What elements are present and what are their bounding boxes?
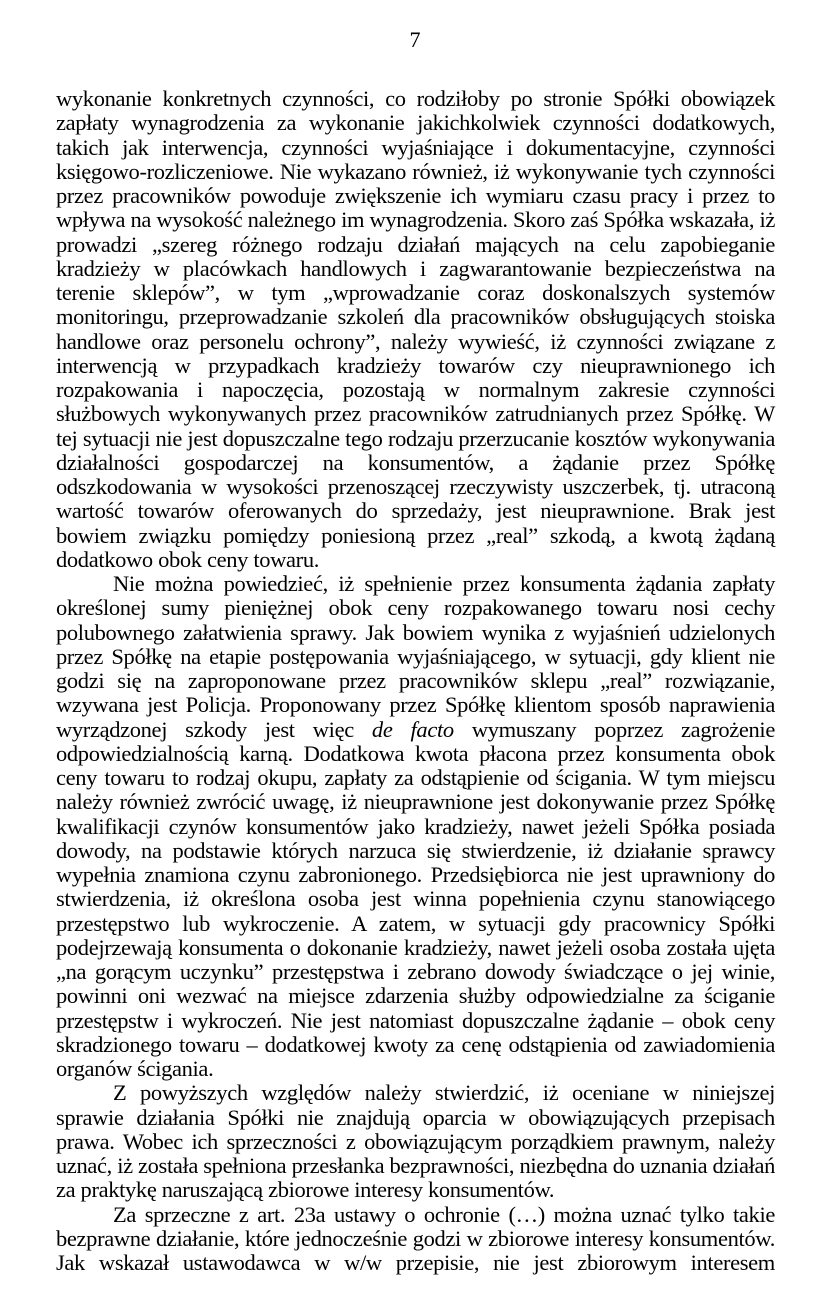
text-line: wykonanie konkretnych czynności, co rodziłoby po stronie Spółki obowiązek bbox=[56, 86, 776, 111]
text-line: interwencją w przypadkach kradzieży towarów czy nieuprawnionego ich bbox=[56, 352, 776, 378]
text-line: godzi się na zaproponowane przez pracowników sklepu „real” rozwiązanie, bbox=[56, 668, 776, 693]
paragraph bbox=[56, 87, 775, 572]
text-line: dowody, na podstawie których narzuca się stwierdzenie, iż działanie sprawcy bbox=[56, 837, 776, 863]
text-line: monitoringu, przeprowadzanie szkoleń dla pracowników obsługujących stoiska bbox=[56, 304, 775, 330]
text-line: odpowiedzialnością karną. Dodatkowa kwota płacona przez konsumenta obok bbox=[56, 740, 775, 766]
text-line: odszkodowania w wysokości przenoszącej rzeczywisty uszczerbek, tj. utraconą bbox=[56, 474, 775, 499]
text-line: wzywana jest Policja. Proponowany przez Spółkę klientom sposób naprawienia bbox=[56, 692, 776, 718]
text-line: bowiem związku pomiędzy poniesioną przez „real” szkodą, a kwotą żądaną bbox=[56, 522, 775, 548]
paragraph bbox=[56, 1203, 775, 1276]
page-number: 7 bbox=[409, 27, 421, 52]
text-line: skradzionego towaru – dodatkowej kwoty za cenę odstąpienia od zawiadomienia bbox=[56, 1031, 775, 1057]
text-line: Za sprzeczne z art. 23a ustawy o ochronie (…) można uznać tylko takie bbox=[113, 1201, 775, 1227]
text-line: księgowo-rozliczeniowe. Nie wykazano również, iż wykonywanie tych czynności bbox=[56, 158, 775, 184]
text-line: określonej sumy pieniężnej obok ceny rozpakowanego towaru nosi cechy bbox=[56, 595, 775, 621]
italic-phrase: de facto bbox=[371, 716, 454, 742]
text-line: terenie sklepów”, w tym „wprowadzanie coraz doskonalszych systemów bbox=[56, 280, 775, 305]
text-line: za praktykę naruszającą zbiorowe interesy konsumentów. bbox=[56, 1177, 555, 1203]
text-line: ceny towaru to rodzaj okupu, zapłaty za odstąpienie od ścigania. W tym miejscu bbox=[56, 765, 776, 790]
text-line: bezprawne działanie, które jednocześnie godzi w zbiorowe interesy konsumentów. bbox=[56, 1225, 776, 1251]
text-line: kradzieży w placówkach handlowych i zagwarantowanie bezpieczeństwa na bbox=[56, 255, 775, 281]
text-line: wyrządzonej szkody jest więc de facto wymuszany poprzez zagrożenie bbox=[56, 716, 775, 742]
text-line: kwalifikacji czynów konsumentów jako kradzieży, nawet jeżeli Spółka posiada bbox=[56, 813, 775, 839]
text-line: zapłaty wynagrodzenia za wykonanie jakichkolwiek czynności dodatkowych, bbox=[56, 110, 775, 136]
text-line: należy również zwrócić uwagę, iż nieuprawnione jest dokonywanie przez Spółkę bbox=[56, 789, 776, 815]
text-line: rozpakowania i napoczęcia, pozostają w normalnym zakresie czynności bbox=[56, 377, 775, 402]
text-line: prowadzi „szereg różnego rodzaju działań mających na celu zapobieganie bbox=[56, 231, 776, 257]
text-line: stwierdzenia, iż określona osoba jest winna popełnienia czynu stanowiącego bbox=[56, 886, 776, 912]
text-line: służbowych wykonywanych przez pracowników zatrudnianych przez Spółkę. W bbox=[56, 401, 776, 427]
text-line: wypełnia znamiona czynu zabronionego. Przedsiębiorca nie jest uprawniony do bbox=[56, 862, 776, 887]
text-line: działalności gospodarczej na konsumentów, a żądanie przez Spółkę bbox=[56, 449, 775, 475]
text-line: organów ścigania. bbox=[56, 1056, 214, 1081]
text-line: przestępstwo lub wykroczenie. A zatem, w sytuacji gdy pracownicy Spółki bbox=[56, 910, 776, 936]
text-line: tej sytuacji nie jest dopuszczalne tego rodzaju przerzucanie kosztów wykonywania bbox=[56, 425, 775, 451]
text-line: podejrzewają konsumenta o dokonanie kradzieży, nawet jeżeli osoba została ujęta bbox=[56, 934, 775, 960]
text-line: przestępstw i wykroczeń. Nie jest natomiast dopuszczalne żądanie – obok ceny bbox=[56, 1007, 775, 1033]
text-line: powinni oni wezwać na miejsce zdarzenia służby odpowiedzialne za ściganie bbox=[56, 983, 776, 1009]
text-line: Jak wskazał ustawodawca w w/w przepisie, nie jest zbiorowym interesem bbox=[56, 1250, 775, 1275]
text-line: prawa. Wobec ich sprzeczności z obowiązującym porządkiem prawnym, należy bbox=[56, 1128, 775, 1154]
paragraph bbox=[56, 1081, 775, 1202]
text-line: uznać, iż została spełniona przesłanka bezprawności, niezbędna do uznania działań bbox=[56, 1153, 776, 1178]
document-body bbox=[56, 87, 775, 1275]
paragraph bbox=[56, 572, 775, 1081]
text-line: przez pracowników powoduje zwiększenie ich wymiaru czasu pracy i przez to bbox=[56, 183, 775, 208]
text-line: sprawie działania Spółki nie znajdują oparcia w obowiązujących przepisach bbox=[56, 1104, 775, 1130]
text-line: wartość towarów oferowanych do sprzedaży, jest nieuprawnione. Brak jest bbox=[56, 498, 776, 524]
text-line: takich jak interwencja, czynności wyjaśniające i dokumentacyjne, czynności bbox=[56, 134, 775, 160]
text-line: Z powyższych względów należy stwierdzić, iż oceniane w niniejszej bbox=[113, 1080, 776, 1106]
text-line: handlowe oraz personelu ochrony”, należy wywieść, iż czynności związane z bbox=[56, 328, 775, 354]
text-line: wpływa na wysokość należnego im wynagrodzenia. Skoro zaś Spółka wskazała, iż bbox=[56, 207, 775, 233]
text-line: przez Spółkę na etapie postępowania wyjaśniającego, w sytuacji, gdy klient nie bbox=[56, 643, 775, 669]
text-line: dodatkowo obok ceny towaru. bbox=[56, 546, 319, 572]
text-line: Nie można powiedzieć, iż spełnienie przez konsumenta żądania zapłaty bbox=[113, 571, 775, 596]
text-line: „na gorącym uczynku” przestępstwa i zebrano dowody świadczące o jej winie, bbox=[56, 959, 776, 984]
text-line: polubownego załatwienia sprawy. Jak bowiem wynika z wyjaśnień udzielonych bbox=[56, 619, 776, 645]
